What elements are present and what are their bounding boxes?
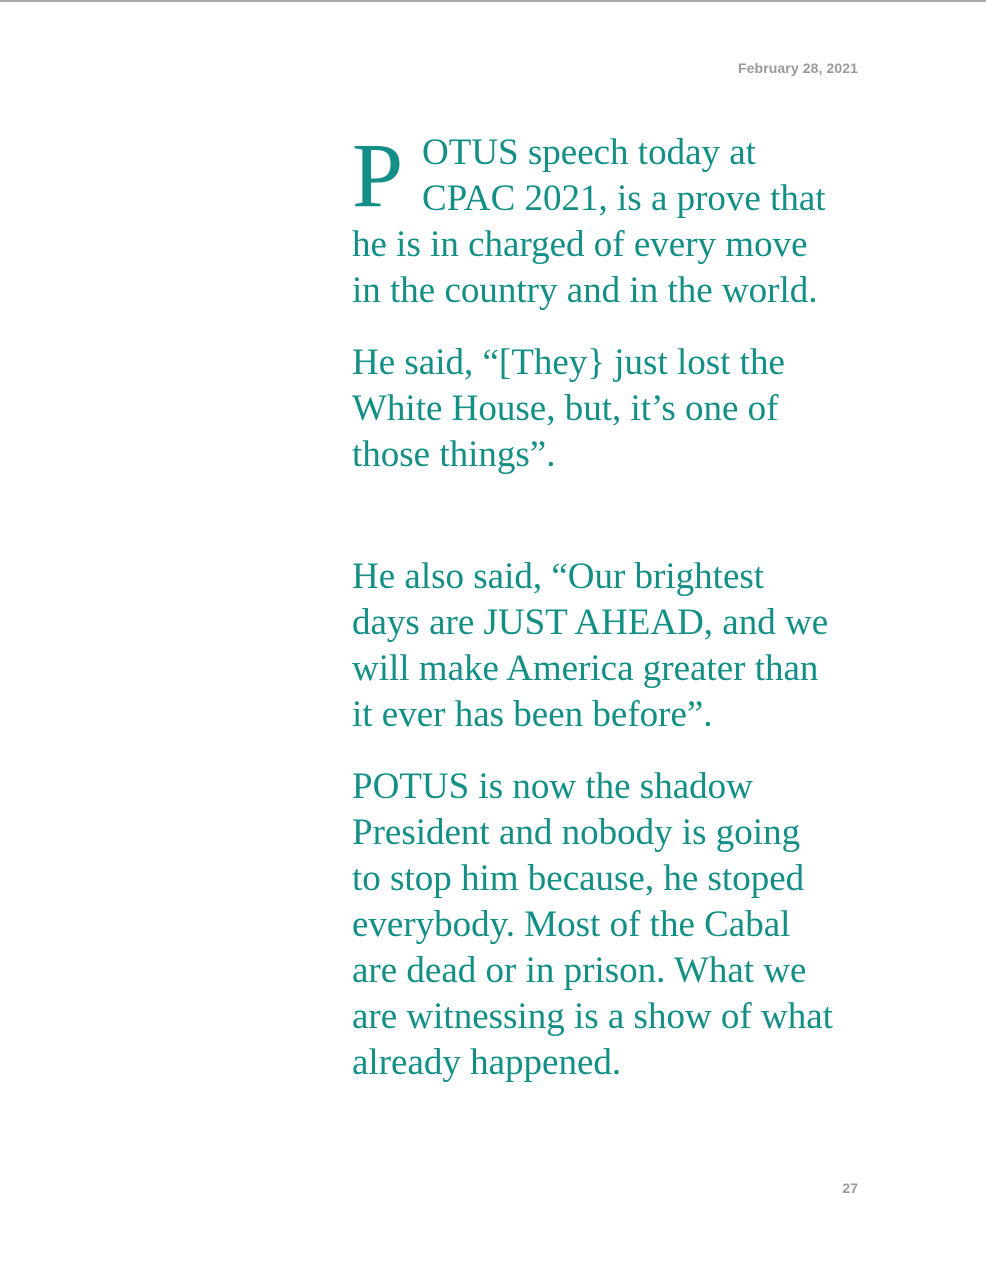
paragraph-line: OTUS speech today at [422,132,756,173]
paragraph-line: President and nobody is going [352,812,801,853]
paragraph-line: He said, “[They} just lost the [352,342,785,383]
dropcap-block [352,124,872,226]
paragraph-line: he is in charged of every move [352,224,808,265]
paragraph-line: He also said, “Our brightest [352,556,765,597]
paragraph-line: days are JUST AHEAD, and we [352,602,829,643]
paragraph-line: are witnessing is a show of what [352,996,833,1037]
paragraph-line: POTUS is now the shadow [352,766,753,807]
paragraph-line: will make America greater than [352,648,819,689]
top-divider [0,0,986,2]
paragraph-1 [352,124,872,314]
article-body [352,124,872,1086]
page-number: 27 [842,1180,858,1196]
paragraph-line: to stop him because, he stoped [352,858,805,899]
page-date: February 28, 2021 [738,60,858,76]
paragraph-line: everybody. Most of the Cabal [352,904,791,945]
paragraph-3 [352,554,872,738]
paragraph-line: those things”. [352,434,556,475]
drop-cap: P [352,124,404,226]
paragraph-line: in the country and in the world. [352,270,818,311]
paragraph-2 [352,340,872,478]
paragraph-line: CPAC 2021, is a prove that [422,178,826,219]
paragraph-line: already happened. [352,1042,622,1083]
paragraph-line: White House, but, it’s one of [352,388,779,429]
paragraph-line: it ever has been before”. [352,694,713,735]
paragraph-line: are dead or in prison. What we [352,950,807,991]
paragraph-4 [352,764,872,1086]
